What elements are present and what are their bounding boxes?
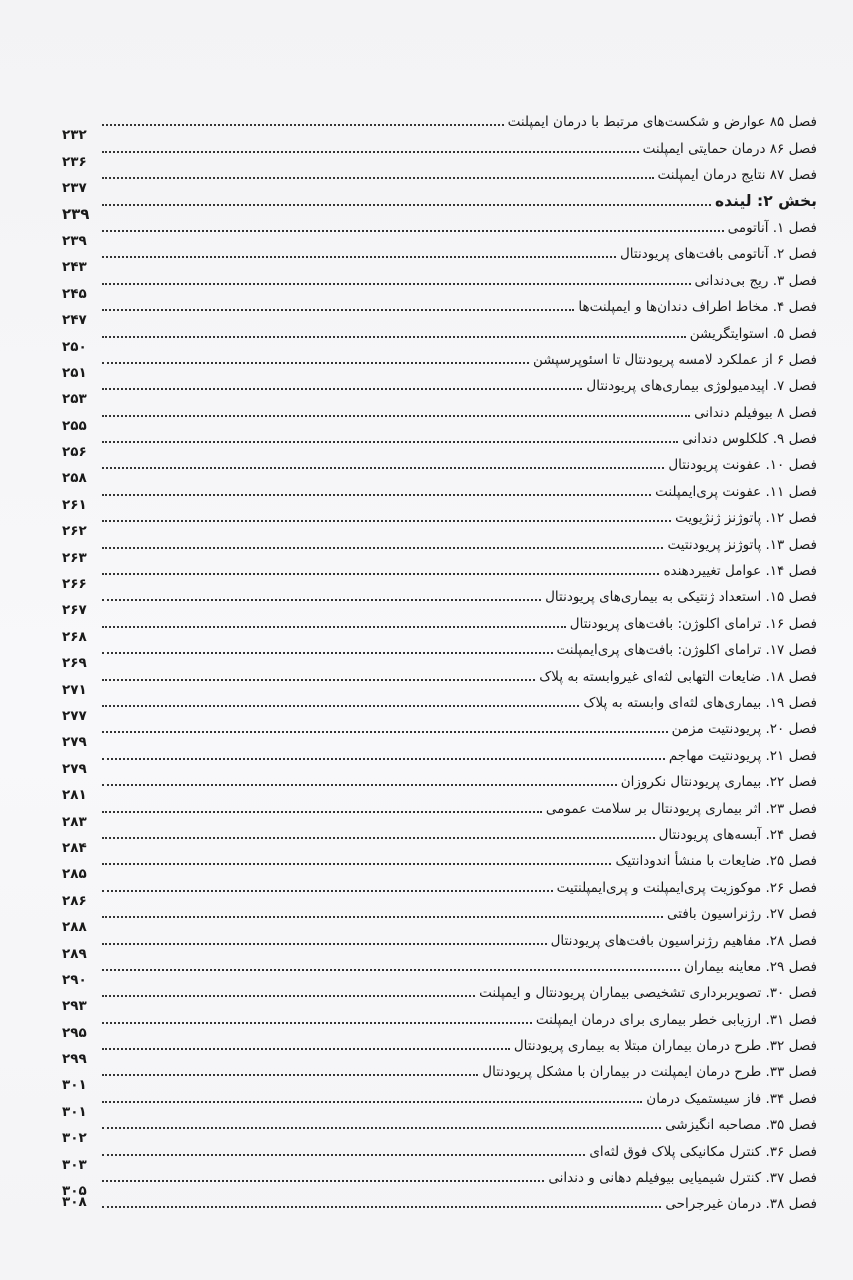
toc-entry-title: فصل ۱۹. بیماری‌های لثه‌ای وابسته به پلاک bbox=[583, 694, 817, 711]
dot-leader bbox=[102, 679, 535, 681]
toc-entry-title: فصل ۲. آناتومی بافت‌های پریودنتال bbox=[619, 246, 817, 263]
toc-entry-title: فصل ۸۶ درمان حمایتی ایمپلنت bbox=[642, 140, 817, 157]
toc-entry bbox=[62, 368, 817, 408]
toc-page-number: ۲۵۸ bbox=[62, 470, 87, 487]
toc-entry bbox=[62, 817, 817, 856]
toc-entry-title: فصل ۳۲. طرح درمان بیماران مبتلا به بیماری پریودنتال bbox=[513, 1038, 817, 1055]
toc-entry bbox=[62, 236, 817, 276]
toc-entry-title: فصل ۳۰. تصویربرداری تشخیصی بیماران پریودنتال و ایمپلنت bbox=[479, 985, 817, 1002]
toc-entry bbox=[62, 949, 817, 988]
toc-entry-title: فصل ۱. آناتومی bbox=[727, 219, 817, 236]
toc-page-number: ۲۷۹ bbox=[62, 760, 87, 777]
toc-page-number: ۲۴۷ bbox=[62, 312, 87, 329]
toc-entry bbox=[62, 1054, 817, 1094]
dot-leader bbox=[102, 599, 541, 601]
toc-entry bbox=[62, 764, 817, 804]
toc-entry-title: فصل ۲۶. موکوزیت پری‌ایمپلنت و پری‌ایمپلنتیت bbox=[556, 879, 817, 896]
toc-page-number: ۳۰۱ bbox=[62, 1077, 87, 1094]
toc-entry-title: فصل ۳۴. فاز سیستمیک درمان bbox=[646, 1090, 817, 1107]
dot-leader bbox=[102, 177, 654, 179]
toc-page-number: ۲۵۳ bbox=[62, 391, 87, 408]
toc-entry bbox=[62, 658, 817, 698]
toc-entry-title: فصل ۱۰. عفونت پریودنتال bbox=[668, 457, 817, 474]
toc-page-number: ۲۴۵ bbox=[62, 285, 87, 302]
dot-leader bbox=[102, 995, 475, 997]
toc-entry bbox=[62, 157, 817, 197]
toc-page-number: ۲۵۶ bbox=[62, 444, 87, 461]
toc-entry-title: فصل ۲۰. پریودنتیت مزمن bbox=[671, 721, 817, 738]
dot-leader bbox=[102, 547, 663, 549]
dot-leader bbox=[102, 1206, 661, 1208]
toc-page-number: ۲۵۵ bbox=[62, 417, 87, 434]
toc-page-number: ۲۸۸ bbox=[62, 919, 87, 936]
toc-page-number: ۲۹۳ bbox=[62, 998, 87, 1015]
toc-page-number: ۲۳۹ bbox=[62, 204, 90, 223]
toc-entry bbox=[62, 1028, 817, 1068]
toc-page-number: ۳۰۲ bbox=[62, 1130, 87, 1147]
toc-entry bbox=[62, 737, 817, 777]
toc-entry-title: بخش ۲: لینده bbox=[715, 191, 817, 210]
table-of-contents bbox=[62, 104, 817, 1212]
toc-entry bbox=[62, 130, 817, 170]
toc-page-number: ۲۳۶ bbox=[62, 153, 87, 170]
dot-leader bbox=[102, 758, 665, 760]
toc-entry bbox=[62, 394, 817, 434]
toc-entry bbox=[62, 526, 817, 566]
toc-entry bbox=[62, 632, 817, 672]
toc-entry-title: فصل ۱۱. عفونت پری‌ایمپلنت bbox=[655, 483, 817, 500]
toc-entry-title: فصل ۳۶. کنترل مکانیکی پلاک فوق لثه‌ای bbox=[589, 1143, 817, 1160]
toc-page-number: ۲۳۲ bbox=[62, 127, 87, 144]
toc-entry-title: فصل ۲۸. مفاهیم رژنراسیون بافت‌های پریودنتال bbox=[550, 932, 817, 949]
dot-leader bbox=[102, 124, 504, 126]
toc-entry-title: فصل ۲۲. بیماری پریودنتال نکروزان bbox=[620, 774, 817, 791]
toc-entry bbox=[62, 1186, 817, 1212]
dot-leader bbox=[102, 1101, 642, 1103]
toc-entry-title: فصل ۳۳. طرح درمان ایمپلنت در بیماران با مشکل پریودنتال bbox=[482, 1064, 817, 1081]
toc-entry-title: فصل ۵. استوایتگریشن bbox=[689, 325, 817, 342]
dot-leader bbox=[102, 705, 579, 707]
dot-leader bbox=[102, 494, 651, 496]
dot-leader bbox=[102, 573, 659, 575]
dot-leader bbox=[102, 441, 678, 443]
toc-entry-title: فصل ۲۹. معاینه بیماران bbox=[684, 958, 817, 975]
toc-entry-title: فصل ۳۵. مصاحبه انگیزشی bbox=[665, 1117, 817, 1134]
toc-entry bbox=[62, 262, 817, 302]
toc-entry bbox=[62, 553, 817, 593]
dot-leader bbox=[102, 1127, 661, 1129]
dot-leader bbox=[102, 230, 724, 232]
toc-page-number: ۲۵۰ bbox=[62, 338, 87, 355]
toc-entry bbox=[62, 1133, 817, 1173]
toc-page-number: ۲۶۸ bbox=[62, 628, 87, 645]
toc-entry-title: فصل ۲۱. پریودنتیت مهاجم bbox=[668, 747, 817, 764]
dot-leader bbox=[102, 204, 711, 206]
toc-entry bbox=[62, 342, 817, 381]
dot-leader bbox=[102, 731, 668, 733]
toc-entry bbox=[62, 896, 817, 936]
toc-entry-title: فصل ۲۳. اثر بیماری پریودنتال بر سلامت عمومی bbox=[545, 800, 817, 817]
dot-leader bbox=[102, 388, 582, 390]
toc-entry bbox=[62, 447, 817, 487]
toc-page-number: ۲۳۷ bbox=[62, 180, 87, 197]
toc-entry bbox=[62, 685, 817, 724]
toc-entry bbox=[62, 843, 817, 883]
toc-entry bbox=[62, 500, 817, 540]
toc-entry-title: فصل ۲۴. آبسه‌های پریودنتال bbox=[658, 826, 817, 843]
toc-page-number: ۲۹۵ bbox=[62, 1024, 87, 1041]
dot-leader bbox=[102, 309, 574, 311]
toc-page-number: ۳۰۳ bbox=[62, 1156, 87, 1173]
toc-page-number: ۲۹۰ bbox=[62, 971, 87, 988]
toc-entry-title: فصل ۷. اپیدمیولوژی بیماری‌های پریودنتال bbox=[586, 378, 817, 395]
toc-entry bbox=[62, 473, 817, 513]
toc-entry-title: فصل ۹. کلکلوس دندانی bbox=[682, 431, 817, 448]
toc-entry bbox=[62, 579, 817, 619]
dot-leader bbox=[102, 1022, 532, 1024]
toc-entry-title: فصل ۱۶. ترامای اکلوژن: بافت‌های پریودنتال bbox=[569, 615, 817, 632]
toc-page-number: ۲۵۱ bbox=[62, 364, 87, 381]
toc-page-number: ۲۶۶ bbox=[62, 576, 87, 593]
toc-page-number: ۲۶۹ bbox=[62, 655, 87, 672]
dot-leader bbox=[102, 415, 690, 417]
dot-leader bbox=[102, 336, 686, 338]
toc-page-number: ۲۸۹ bbox=[62, 945, 87, 962]
toc-entry bbox=[62, 922, 817, 962]
toc-page-number: ۳۰۵ bbox=[62, 1183, 87, 1200]
toc-entry bbox=[62, 104, 817, 144]
toc-page-number: ۲۸۶ bbox=[62, 892, 87, 909]
dot-leader bbox=[102, 1048, 510, 1050]
toc-page-number: ۳۰۱ bbox=[62, 1103, 87, 1120]
toc-entry-title: فصل ۴. مخاط اطراف دندان‌ها و ایمپلنت‌ها bbox=[578, 299, 817, 316]
toc-entry-title: فصل ۳۱. ارزیابی خطر بیماری برای درمان ایمپلنت bbox=[535, 1011, 817, 1028]
dot-leader bbox=[102, 811, 542, 813]
toc-page-number: ۲۶۱ bbox=[62, 496, 87, 513]
toc-entry-title: فصل ۶ از عملکرد لامسه پریودنتال تا اسئوپرسپشن bbox=[532, 351, 817, 368]
toc-entry bbox=[62, 975, 817, 1015]
toc-page-number: ۲۸۳ bbox=[62, 813, 87, 830]
dot-leader bbox=[102, 467, 664, 469]
toc-page-number: ۲۳۹ bbox=[62, 232, 87, 249]
toc-page-number: ۲۷۹ bbox=[62, 734, 87, 751]
toc-entry bbox=[62, 1001, 817, 1041]
toc-page-number: ۲۸۴ bbox=[62, 839, 87, 856]
toc-page-number: ۲۸۵ bbox=[62, 866, 87, 883]
toc-entry bbox=[62, 1107, 817, 1147]
dot-leader bbox=[102, 652, 553, 654]
toc-entry bbox=[62, 421, 817, 461]
dot-leader bbox=[102, 520, 671, 522]
dot-leader bbox=[102, 837, 655, 839]
dot-leader bbox=[102, 943, 547, 945]
dot-leader bbox=[102, 362, 529, 364]
toc-entry bbox=[62, 1160, 817, 1200]
toc-entry bbox=[62, 711, 817, 751]
dot-leader bbox=[102, 1180, 544, 1182]
toc-entry-title: فصل ۲۷. رژنراسیون بافتی bbox=[667, 906, 817, 923]
toc-entry-title: فصل ۸۵ عوارض و شکست‌های مرتبط با درمان ایمپلنت bbox=[507, 114, 817, 131]
dot-leader bbox=[102, 256, 616, 258]
toc-page-number: ۲۷۱ bbox=[62, 681, 87, 698]
toc-entry-title: فصل ۱۷. ترامای اکلوژن: بافت‌های پری‌ایمپلنت bbox=[556, 642, 817, 659]
dot-leader bbox=[102, 916, 663, 918]
toc-page-number: ۲۴۳ bbox=[62, 259, 87, 276]
dot-leader bbox=[102, 863, 611, 865]
toc-page-number: ۲۶۲ bbox=[62, 523, 87, 540]
toc-entry-title: فصل ۸ بیوفیلم دندانی bbox=[694, 404, 817, 421]
dot-leader bbox=[102, 969, 680, 971]
dot-leader bbox=[102, 1154, 585, 1156]
toc-entry-title: فصل ۳۷. کنترل شیمیایی بیوفیلم دهانی و دندانی bbox=[548, 1170, 817, 1187]
dot-leader bbox=[102, 151, 639, 153]
toc-entry bbox=[62, 790, 817, 830]
toc-entry bbox=[62, 289, 817, 329]
toc-entry-title: فصل ۳. ریج بی‌دندانی bbox=[694, 272, 817, 289]
toc-entry bbox=[62, 605, 817, 645]
toc-entry-title: فصل ۱۸. ضایعات التهابی لثه‌ای غیروابسته به پلاک bbox=[539, 668, 817, 685]
toc-entry-title: فصل ۲۵. ضایعات با منشأ اندودانتیک bbox=[615, 853, 817, 870]
toc-entry-title: فصل ۱۳. پاتوژنز پریودنتیت bbox=[667, 536, 817, 553]
toc-entry-title: فصل ۳۸. درمان غیرجراحی bbox=[665, 1196, 817, 1213]
toc-entry-title: فصل ۱۲. پاتوژنز ژنژیویت bbox=[675, 510, 817, 527]
toc-page-number: ۲۹۹ bbox=[62, 1051, 87, 1068]
dot-leader bbox=[102, 784, 617, 786]
toc-entry-title: فصل ۸۷ نتایج درمان ایمپلنت bbox=[657, 167, 817, 184]
toc-entry-title: فصل ۱۴. عوامل تغییردهنده bbox=[663, 563, 817, 580]
toc-page-number: ۳۰۸ bbox=[62, 1194, 87, 1211]
toc-entry bbox=[62, 210, 817, 249]
toc-page-number: ۲۷۷ bbox=[62, 707, 87, 724]
toc-entry bbox=[62, 1080, 817, 1120]
toc-page-number: ۲۸۱ bbox=[62, 787, 87, 804]
toc-entry-title: فصل ۱۵. استعداد ژنتیکی به بیماری‌های پریودنتال bbox=[545, 589, 817, 606]
dot-leader bbox=[102, 283, 691, 285]
toc-page-number: ۲۶۳ bbox=[62, 549, 87, 566]
toc-entry bbox=[62, 315, 817, 355]
toc-entry bbox=[62, 869, 817, 909]
toc-section-heading bbox=[62, 183, 817, 223]
toc-page-number: ۲۶۷ bbox=[62, 602, 87, 619]
dot-leader bbox=[102, 1074, 478, 1076]
dot-leader bbox=[102, 890, 553, 892]
dot-leader bbox=[102, 626, 566, 628]
